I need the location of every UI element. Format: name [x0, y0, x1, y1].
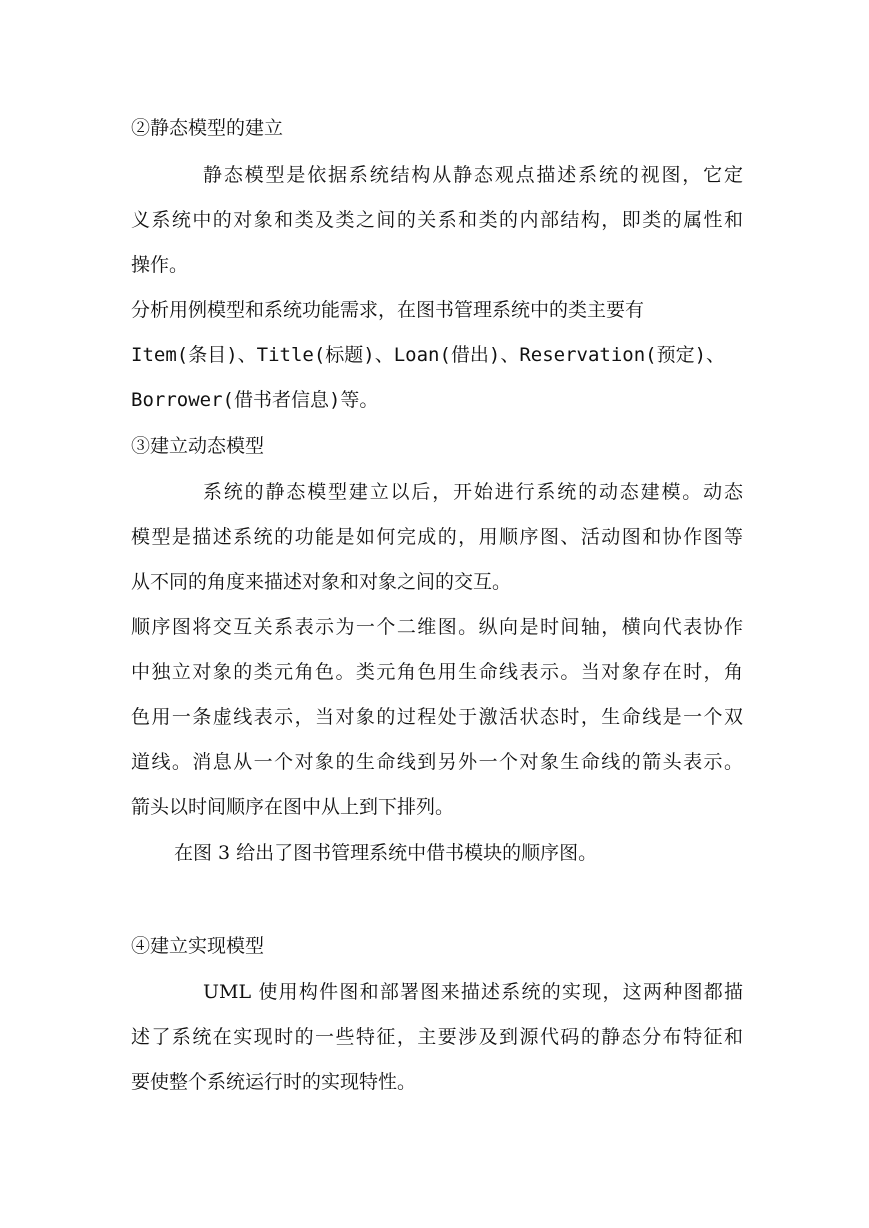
- section-heading-dynamic-model: ③建立动态模型: [131, 435, 265, 457]
- paragraph-line: 色用一条虚线表示，当对象的过程处于激活状态时，生命线是一个双: [131, 706, 743, 728]
- paragraph-line: 箭头以时间顺序在图中从上到下排列。: [131, 796, 455, 818]
- section-heading-implementation-model: ④建立实现模型: [131, 935, 265, 957]
- paragraph-line: 静态模型是依据系统结构从静态观点描述系统的视图，它定: [203, 164, 743, 186]
- paragraph-line: 操作。: [131, 254, 189, 276]
- paragraph-line: Borrower(借书者信息)等。: [131, 389, 379, 411]
- paragraph-line: 顺序图将交互关系表示为一个二维图。纵向是时间轴，横向代表协作: [131, 616, 743, 638]
- figure-reference-line: 在图 3 给出了图书管理系统中借书模块的顺序图。: [174, 842, 598, 864]
- paragraph-line: 述了系统在实现时的一些特征，主要涉及到源代码的静态分布特征和: [131, 1026, 743, 1048]
- paragraph-line: 道线。消息从一个对象的生命线到另外一个对象生命线的箭头表示。: [131, 751, 743, 773]
- paragraph-line: 要使整个系统运行时的实现特性。: [131, 1071, 417, 1093]
- paragraph-line: 模型是描述系统的功能是如何完成的，用顺序图、活动图和协作图等: [131, 526, 743, 548]
- section-heading-static-model: ②静态模型的建立: [131, 117, 284, 139]
- paragraph-line: 义系统中的对象和类及类之间的关系和类的内部结构，即类的属性和: [131, 209, 743, 231]
- paragraph-line: 从不同的角度来描述对象和对象之间的交互。: [131, 571, 512, 593]
- paragraph-line: 系统的静态模型建立以后，开始进行系统的动态建模。动态: [203, 481, 743, 503]
- paragraph-line: Item(条目)、Title(标题)、Loan(借出)、Reservation(预定)、: [131, 344, 726, 366]
- paragraph-line: 分析用例模型和系统功能需求，在图书管理系统中的类主要有: [131, 299, 645, 321]
- paragraph-line: 中独立对象的类元角色。类元角色用生命线表示。当对象存在时，角: [131, 661, 743, 683]
- paragraph-line: UML 使用构件图和部署图来描述系统的实现，这两种图都描: [203, 981, 743, 1003]
